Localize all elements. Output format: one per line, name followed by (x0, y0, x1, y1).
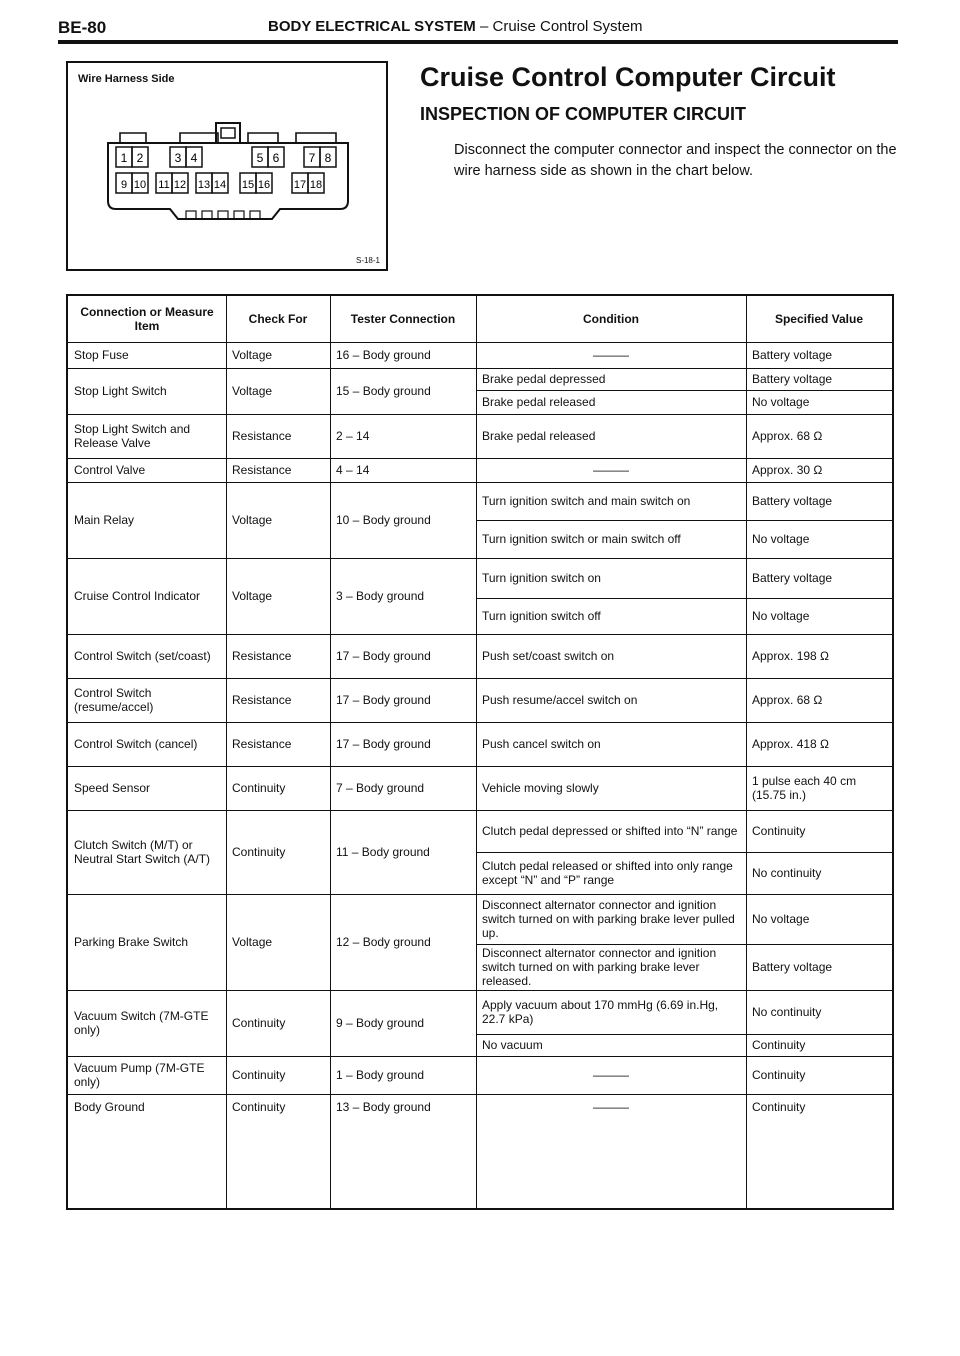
table-row-condition: No vacuum (482, 1038, 543, 1052)
header-condition: Condition (583, 312, 639, 326)
pin-label: 12 (173, 179, 187, 191)
table-row-value: No continuity (752, 866, 822, 880)
table-row-item: Stop Light Switch and Release Valve (74, 422, 191, 450)
table-row-item: Control Switch (resume/accel) (74, 686, 154, 714)
table-row-check: Continuity (232, 1068, 286, 1082)
pin-label: 16 (257, 179, 271, 191)
table-row-item: Speed Sensor (74, 781, 151, 795)
header-check-for: Check For (248, 312, 308, 326)
table-row-item: Vacuum Pump (7M-GTE only) (74, 1061, 205, 1089)
harness-label: Wire Harness Side (78, 73, 175, 85)
pin-label: 2 (136, 151, 144, 165)
table-row-tester: 16 – Body ground (336, 348, 431, 362)
table-row-value: 1 pulse each 40 cm (15.75 in.) (752, 774, 857, 802)
table-row-check: Continuity (232, 1016, 286, 1030)
table-row-value: Approx. 198 Ω (752, 649, 830, 663)
table-row-value: No voltage (752, 912, 810, 926)
header-rule (58, 40, 898, 44)
pin-label: 4 (190, 151, 198, 165)
table-row-check: Resistance (232, 693, 292, 707)
table-row-value: Battery voltage (752, 571, 833, 585)
table-row-item: Parking Brake Switch (74, 935, 189, 949)
table-row-condition: Turn ignition switch and main switch on (482, 494, 691, 508)
table-row-value: Battery voltage (752, 494, 833, 508)
table-row-tester: 15 – Body ground (336, 384, 431, 398)
connector-latch (120, 133, 146, 143)
table-row-tester: 13 – Body ground (336, 1100, 431, 1114)
pin-label: 9 (120, 179, 128, 191)
table-row-tester: 17 – Body ground (336, 737, 431, 751)
table-row-value: No continuity (752, 1005, 822, 1019)
table-row-check: Resistance (232, 737, 292, 751)
table-row-condition: Brake pedal released (482, 395, 596, 409)
header-specified-value: Specified Value (774, 312, 864, 326)
table-row-condition: Clutch pedal released or shifted into only range except “N” and “P” range (482, 859, 733, 887)
table-row-tester: 9 – Body ground (336, 1016, 425, 1030)
pin-label: 15 (241, 179, 255, 191)
pin-label: 8 (324, 151, 332, 165)
page-header (58, 14, 898, 40)
table-row-tester: 7 – Body ground (336, 781, 425, 795)
table-row-item: Control Switch (set/coast) (74, 649, 211, 663)
table-row-condition: ——— (593, 463, 629, 477)
table-row-value: Approx. 418 Ω (752, 737, 830, 751)
table-row-tester: 17 – Body ground (336, 649, 431, 663)
table-row-condition: Apply vacuum about 170 mmHg (6.69 in.Hg, 22.7 kPa) (482, 998, 719, 1026)
table-row-value: Continuity (752, 1068, 806, 1082)
table-row-check: Continuity (232, 781, 286, 795)
table-row-condition: Turn ignition switch or main switch off (482, 532, 681, 546)
table-row-tester: 2 – 14 (336, 429, 370, 443)
table-row-value: Continuity (752, 1100, 806, 1114)
table-row-condition: Push set/coast switch on (482, 649, 615, 663)
connector-latch (180, 133, 218, 143)
table-row-condition: ——— (593, 1068, 629, 1082)
header-subsection: Cruise Control System (492, 18, 643, 35)
table-row-value: No voltage (752, 532, 810, 546)
connector-bottom-tab (202, 211, 212, 219)
table-row-condition: Brake pedal depressed (482, 372, 606, 386)
table-row-tester: 3 – Body ground (336, 589, 425, 603)
section-subtitle: INSPECTION OF COMPUTER CIRCUIT (420, 104, 747, 124)
table-row-value: Continuity (752, 824, 806, 838)
column-rule (226, 296, 227, 1208)
connector-lock-tab-inner (221, 128, 235, 138)
connector-diagram (68, 63, 386, 269)
pin-label: 7 (308, 151, 316, 165)
pin-label: 1 (120, 151, 128, 165)
table-row-value: Battery voltage (752, 372, 833, 386)
header-tester-connection: Tester Connection (350, 312, 456, 326)
header-section: BODY ELECTRICAL SYSTEM (268, 18, 476, 35)
connector-latch (296, 133, 336, 143)
table-row-check: Continuity (232, 1100, 286, 1114)
pin-label: 14 (213, 179, 227, 191)
intro-text: Disconnect the computer connector and inspect the connector on the wire harness side as shown in the chart below. (454, 142, 897, 179)
table-row-item: Vacuum Switch (7M-GTE only) (74, 1009, 209, 1037)
table-row-value: Approx. 30 Ω (752, 463, 823, 477)
table-row-condition: Disconnect alternator connector and ignition switch turned on with parking brake lever pulled up. (482, 898, 735, 940)
connector-latch (248, 133, 278, 143)
pin-label: 10 (133, 179, 147, 191)
table-row-check: Resistance (232, 463, 292, 477)
table-row-item: Stop Light Switch (74, 384, 167, 398)
connector-bottom-tab (234, 211, 244, 219)
table-row-value: Continuity (752, 1038, 806, 1052)
table-row-tester: 1 – Body ground (336, 1068, 425, 1082)
table-row-value: No voltage (752, 609, 810, 623)
column-rule (746, 296, 747, 1208)
column-rule (476, 296, 477, 1208)
table-row-check: Continuity (232, 845, 286, 859)
table-row-value: Approx. 68 Ω (752, 693, 823, 707)
table-row-value: No voltage (752, 395, 810, 409)
table-row-value: Battery voltage (752, 348, 833, 362)
table-row-check: Voltage (232, 384, 273, 398)
pin-label: 5 (256, 151, 264, 165)
table-row-condition: Push cancel switch on (482, 737, 601, 751)
table-row-check: Voltage (232, 935, 273, 949)
pin-label: 13 (197, 179, 211, 191)
table-row-condition: Turn ignition switch off (482, 609, 601, 623)
pin-label: 17 (293, 179, 307, 191)
connector-bottom-tab (186, 211, 196, 219)
table-row-tester: 11 – Body ground (336, 845, 430, 859)
column-rule (330, 296, 331, 1208)
table-row-item: Control Switch (cancel) (74, 737, 198, 751)
table-row-condition: Push resume/accel switch on (482, 693, 638, 707)
header-title (268, 18, 643, 35)
section-title: Cruise Control Computer Circuit (420, 62, 836, 92)
table-row-check: Resistance (232, 649, 292, 663)
table-row-item: Control Valve (74, 463, 146, 477)
pin-label: 3 (174, 151, 182, 165)
table-row-item: Body Ground (74, 1100, 145, 1114)
table-row-condition: Brake pedal released (482, 429, 596, 443)
table-row-check: Voltage (232, 348, 273, 362)
table-row-tester: 10 – Body ground (336, 513, 431, 527)
table-row-condition: Vehicle moving slowly (482, 781, 599, 795)
table-row-check: Resistance (232, 429, 292, 443)
page-code: BE-80 (58, 18, 107, 37)
figure-code: S-18-1 (355, 256, 380, 265)
table-row-condition: Clutch pedal depressed or shifted into “N” range (482, 824, 738, 838)
table-row-value: Approx. 68 Ω (752, 429, 823, 443)
connector-lock-tab (216, 123, 240, 143)
header-measure-item: Connection or Measure Item (80, 305, 214, 333)
pin-label: 11 (158, 179, 170, 191)
table-row-item: Stop Fuse (74, 348, 129, 362)
table-row-condition: Turn ignition switch on (482, 571, 601, 585)
table-row-item: Clutch Switch (M/T) or Neutral Start Switch (A/T) (74, 838, 211, 866)
header-separator: – (479, 18, 489, 35)
pin-label: 18 (309, 179, 323, 191)
table-row-item: Cruise Control Indicator (74, 589, 201, 603)
connector-bottom-tab (250, 211, 260, 219)
table-row-condition: ——— (593, 348, 629, 362)
table-row-check: Voltage (232, 589, 273, 603)
pin-label: 6 (272, 151, 280, 165)
table-row-condition: ——— (593, 1100, 629, 1114)
table-row-tester: 4 – 14 (336, 463, 370, 477)
table-row-condition: Disconnect alternator connector and ignition switch turned on with parking brake lever released. (482, 946, 717, 988)
wire-harness-figure (66, 61, 388, 271)
table-row-value: Battery voltage (752, 960, 833, 974)
table-row-item: Main Relay (74, 513, 135, 527)
connector-bottom-tab (218, 211, 228, 219)
inspection-table (66, 294, 894, 1210)
table-row-tester: 17 – Body ground (336, 693, 431, 707)
table-row-check: Voltage (232, 513, 273, 527)
table-row-tester: 12 – Body ground (336, 935, 431, 949)
